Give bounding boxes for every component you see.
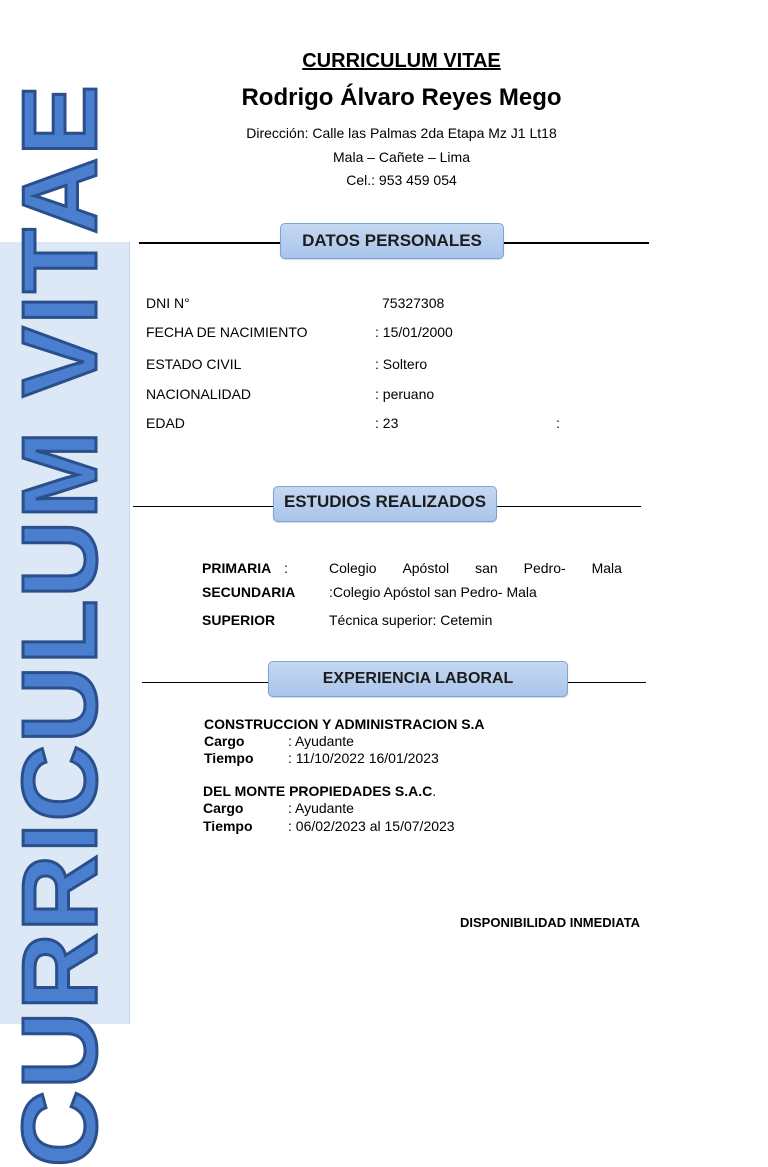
job-2-company-line: [203, 783, 436, 799]
studies-secondary-label: SECUNDARIA: [202, 584, 296, 600]
job-1-cargo-label: Cargo: [204, 733, 245, 749]
studies-primary-word: Pedro-: [523, 560, 566, 576]
section-header-experience: EXPERIENCIA LABORAL: [268, 661, 568, 697]
person-name: Rodrigo Álvaro Reyes Mego: [241, 84, 562, 111]
studies-secondary-value: :Colegio Apóstol san Pedro- Mala: [329, 584, 537, 600]
sidebar-vertical-title: CURRICULUM VITAE: [1, 82, 119, 1167]
job-1-tiempo-value: : 11/10/2022 16/01/2023: [288, 750, 439, 766]
personal-age-extra-colon: :: [556, 415, 560, 431]
job-2-cargo-label: Cargo: [203, 800, 244, 816]
personal-value-nationality: : peruano: [375, 386, 435, 402]
studies-primary-value: [329, 560, 622, 576]
personal-value-dni: 75327308: [382, 295, 445, 311]
personal-label-dni: DNI N°: [146, 295, 190, 311]
studies-superior-value: Técnica superior: Cetemin: [329, 612, 493, 628]
job-2-company: DEL MONTE PROPIEDADES S.A.C: [203, 783, 433, 799]
job-2-cargo-value: : Ayudante: [288, 800, 354, 816]
job-1-tiempo-label: Tiempo: [204, 750, 254, 766]
personal-value-birthdate: : 15/01/2000: [375, 324, 453, 340]
address-line-2: Mala – Cañete – Lima: [333, 149, 470, 165]
job-2-company-suffix: .: [432, 783, 437, 799]
studies-primary-word: san: [475, 560, 498, 576]
personal-value-age: : 23: [375, 415, 399, 431]
job-1-cargo-value: : Ayudante: [288, 733, 354, 749]
document-title: CURRICULUM VITAE: [302, 50, 501, 72]
personal-label-civil-status: ESTADO CIVIL: [146, 356, 242, 372]
studies-primary-word: Apóstol: [402, 560, 450, 576]
address-line-1: Dirección: Calle las Palmas 2da Etapa Mz J1 Lt18: [246, 125, 557, 141]
studies-primary-word: Mala: [591, 560, 622, 576]
studies-primary-label: PRIMARIA: [202, 560, 272, 576]
personal-label-nationality: NACIONALIDAD: [146, 386, 252, 402]
section-header-studies: ESTUDIOS REALIZADOS: [273, 486, 497, 522]
personal-value-civil-status: : Soltero: [375, 356, 428, 372]
personal-label-age: EDAD: [146, 415, 185, 431]
job-2-tiempo-value: : 06/02/2023 al 15/07/2023: [288, 818, 455, 834]
section-header-personal: DATOS PERSONALES: [280, 223, 504, 259]
studies-superior-label: SUPERIOR: [202, 612, 276, 628]
personal-label-birthdate: FECHA DE NACIMIENTO: [146, 324, 308, 340]
studies-primary-word: Colegio: [329, 560, 377, 576]
availability-note: DISPONIBILIDAD INMEDIATA: [460, 915, 641, 930]
job-2-tiempo-label: Tiempo: [203, 818, 253, 834]
job-1-company: CONSTRUCCION Y ADMINISTRACION S.A: [204, 716, 485, 732]
phone-line: Cel.: 953 459 054: [346, 172, 457, 188]
studies-primary-colon: :: [284, 560, 288, 576]
